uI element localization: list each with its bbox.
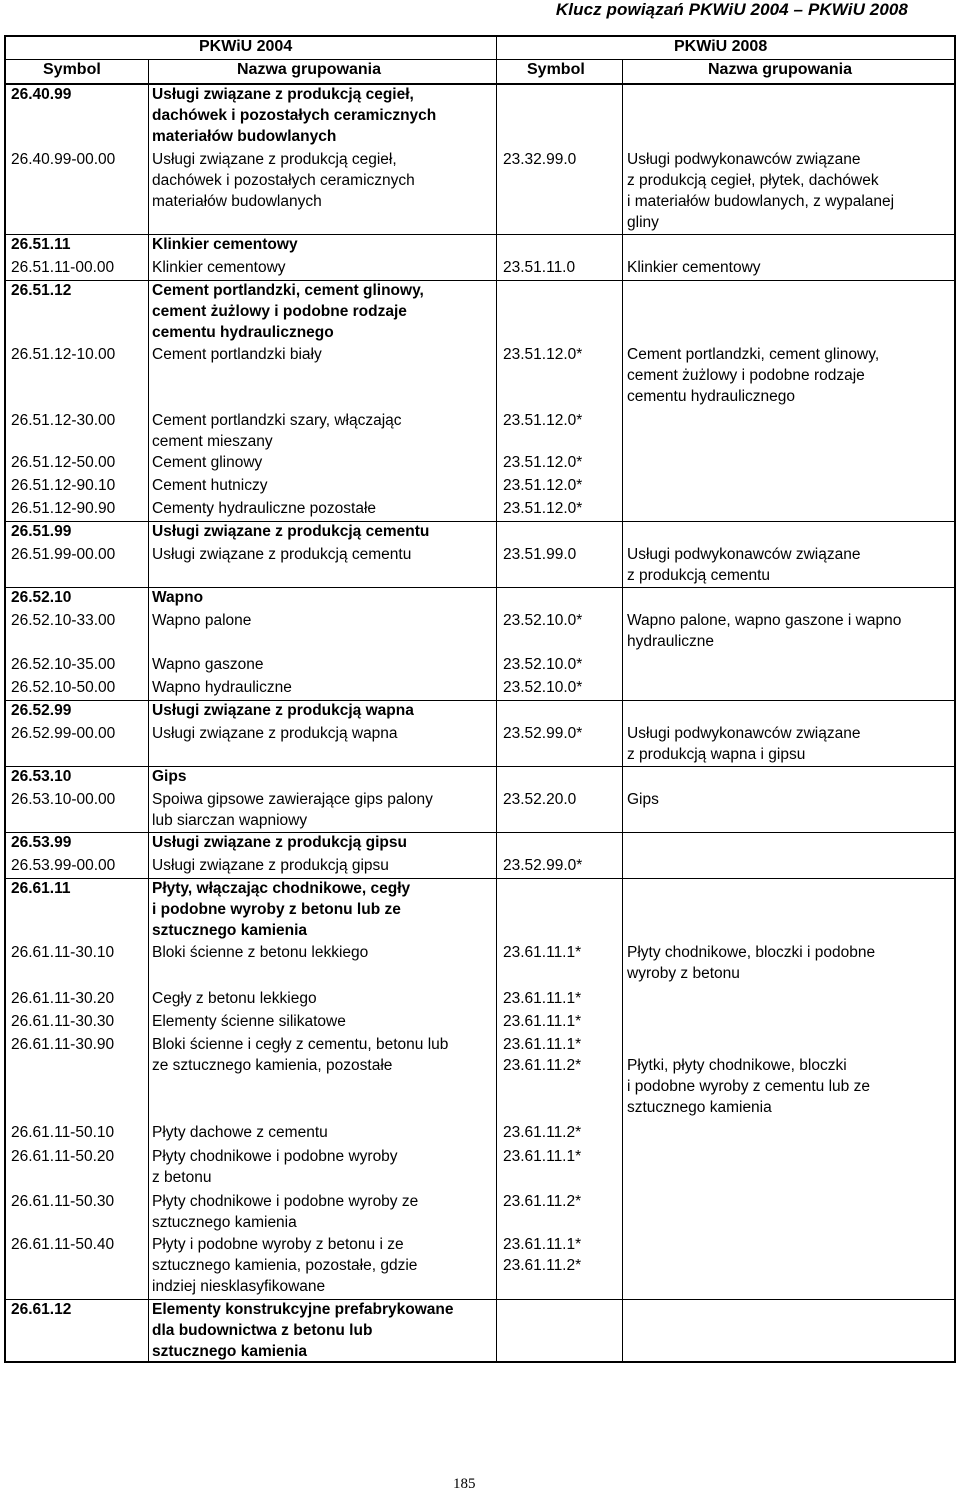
symbol-2004-cell: 26.40.99 — [11, 86, 72, 103]
symbol-2004-cell: 26.52.99-00.00 — [11, 725, 116, 742]
name-2008-cell-line: z produkcją cegieł, płytek, dachówek — [627, 172, 879, 189]
symbol-2008-cell-line: 23.32.99.0 — [503, 151, 577, 168]
name-2004-cell-line: sztucznego kamienia — [152, 1343, 308, 1360]
name-2004-cell-line: indziej niesklasyfikowane — [152, 1278, 326, 1295]
name-2004-cell — [152, 1299, 498, 1362]
name-2008-cell — [627, 789, 949, 810]
name-2004-cell — [152, 544, 498, 565]
name-2004-cell-line: Wapno hydrauliczne — [152, 679, 292, 696]
name-2008-cell-line: Klinkier cementowy — [627, 259, 761, 276]
name-2004-cell-line: Bloki ścienne z betonu lekkiego — [152, 944, 369, 961]
name-2004-cell — [152, 677, 498, 698]
name-2004-cell — [152, 410, 498, 452]
section-divider — [6, 234, 954, 235]
name-2008-cell — [627, 723, 949, 765]
name-2004-cell-line: cement żużlowy i podobne rodzaje — [152, 303, 407, 320]
name-2004-cell — [152, 1011, 498, 1032]
name-2004-cell — [152, 1146, 498, 1188]
symbol-2004-cell: 26.51.99-00.00 — [11, 546, 116, 563]
symbol-2008-cell — [503, 942, 623, 963]
section-divider — [6, 878, 954, 879]
symbol-2004-cell: 26.40.99-00.00 — [11, 151, 116, 168]
symbol-2008-cell — [503, 344, 623, 365]
symbol-2008-cell — [503, 410, 623, 431]
symbol-2008-cell-line: 23.51.11.0 — [503, 259, 576, 276]
name-2008-cell-line: Wapno palone, wapno gaszone i wapno — [627, 612, 902, 629]
name-2004-cell-line: Cegły z betonu lekkiego — [152, 990, 317, 1007]
name-2004-cell-line: Usługi związane z produkcją wapna — [152, 702, 414, 719]
name-2004-cell-line: Wapno — [152, 589, 204, 606]
symbol-2004-cell: 26.53.99 — [11, 834, 72, 851]
symbol-2008-cell — [503, 475, 623, 496]
name-2008-cell-line: cementu hydraulicznego — [627, 388, 796, 405]
name-2008-cell-line: i podobne wyroby z cementu lub ze — [627, 1078, 870, 1095]
symbol-2004-cell: 26.53.10-00.00 — [11, 791, 116, 808]
name-2004-cell-line: dla budownictwa z betonu lub — [152, 1322, 373, 1339]
name-2004-cell-line: Bloki ścienne i cegły z cementu, betonu lub — [152, 1036, 449, 1053]
name-2008-cell-line: Płyty chodnikowe, bloczki i podobne — [627, 944, 876, 961]
name-2008-cell — [627, 544, 949, 586]
column-header-name-2004: Nazwa grupowania — [237, 61, 382, 78]
name-2004-cell-line: Cement portlandzki szary, włączając — [152, 412, 402, 429]
name-2004-cell-line: sztucznego kamienia — [152, 1214, 297, 1231]
symbol-2004-cell: 26.61.12 — [11, 1301, 72, 1318]
symbol-2008-cell-line: 23.61.11.2* — [503, 1057, 582, 1074]
symbol-2008-cell-line: 23.61.11.1* — [503, 1013, 582, 1030]
name-2004-cell — [152, 257, 498, 278]
symbol-2008-cell-line: 23.61.11.2* — [503, 1257, 582, 1274]
column-header-name-2008: Nazwa grupowania — [708, 61, 853, 78]
name-2004-cell-line: Elementy konstrukcyjne prefabrykowane — [152, 1301, 454, 1318]
symbol-2004-cell: 26.61.11-30.20 — [11, 990, 115, 1007]
name-2004-cell — [152, 587, 498, 608]
classification-table — [4, 35, 956, 1363]
symbol-2004-cell: 26.61.11-50.30 — [11, 1193, 115, 1210]
section-divider — [6, 1299, 954, 1300]
symbol-2004-cell: 26.51.12-30.00 — [11, 412, 116, 429]
name-2008-cell — [627, 942, 949, 984]
column-header-symbol-2008: Symbol — [527, 61, 585, 78]
name-2008-cell — [627, 610, 949, 652]
name-2004-cell — [152, 1034, 498, 1076]
page-number: 185 — [453, 1476, 476, 1492]
symbol-2008-cell-line: 23.51.99.0 — [503, 546, 577, 563]
symbol-2008-cell — [503, 610, 623, 631]
name-2004-cell-line: Usługi związane z produkcją gipsu — [152, 834, 407, 851]
name-2004-cell — [152, 654, 498, 675]
section-divider — [6, 84, 954, 85]
symbol-2008-cell-line: 23.51.12.0* — [503, 500, 583, 517]
symbol-2004-cell: 26.51.12-10.00 — [11, 346, 116, 363]
name-2004-cell-line: Usługi związane z produkcją wapna — [152, 725, 398, 742]
name-2004-cell-line: lub siarczan wapniowy — [152, 812, 308, 829]
symbol-2004-cell: 26.52.10-35.00 — [11, 656, 116, 673]
symbol-2008-cell — [503, 1122, 623, 1143]
name-2008-cell-line: gliny — [627, 214, 659, 231]
name-2004-cell-line: Usługi związane z produkcją gipsu — [152, 857, 389, 874]
name-2004-cell — [152, 452, 498, 473]
symbol-2008-cell-line: 23.52.10.0* — [503, 679, 583, 696]
symbol-2008-cell-line: 23.61.11.1* — [503, 944, 582, 961]
name-2004-cell — [152, 988, 498, 1009]
name-2004-cell — [152, 789, 498, 831]
symbol-2008-cell-line: 23.61.11.1* — [503, 1148, 582, 1165]
symbol-2008-cell-line: 23.61.11.1* — [503, 990, 582, 1007]
name-2008-cell — [627, 1034, 949, 1118]
name-2004-cell-line: Płyty chodnikowe i podobne wyroby ze — [152, 1193, 419, 1210]
symbol-2004-cell: 26.61.11-50.10 — [11, 1124, 115, 1141]
symbol-2008-cell — [503, 452, 623, 473]
symbol-2008-cell — [503, 149, 623, 170]
symbol-2008-cell — [503, 1234, 623, 1276]
name-2004-cell-line: dachówek i pozostałych ceramicznych — [152, 172, 415, 189]
name-2004-cell — [152, 1191, 498, 1233]
symbol-2004-cell: 26.51.11 — [11, 236, 71, 253]
name-2008-cell-line: cement żużlowy i podobne rodzaje — [627, 367, 865, 384]
symbol-2004-cell: 26.61.11-30.90 — [11, 1036, 115, 1053]
name-2008-cell-line: Usługi podwykonawców związane — [627, 151, 861, 168]
symbol-2008-cell-line: 23.61.11.2* — [503, 1193, 582, 1210]
name-2004-cell-line: i podobne wyroby z betonu lub ze — [152, 901, 401, 918]
section-divider — [6, 700, 954, 701]
name-2008-cell-line: Płytki, płyty chodnikowe, bloczki — [627, 1057, 847, 1074]
name-2004-cell — [152, 878, 498, 941]
symbol-2008-cell-line: 23.61.11.1* — [503, 1036, 582, 1053]
name-2008-cell-line: Gips — [627, 791, 659, 808]
name-2004-cell-line: Cement portlandzki, cement glinowy, — [152, 282, 424, 299]
symbol-2008-cell-line: 23.61.11.2* — [503, 1124, 582, 1141]
name-2004-cell-line: Gips — [152, 768, 187, 785]
symbol-2004-cell: 26.61.11-30.30 — [11, 1013, 115, 1030]
name-2008-cell-line: sztucznego kamienia — [627, 1099, 772, 1116]
symbol-2008-cell-line: 23.52.20.0 — [503, 791, 577, 808]
name-2004-cell — [152, 610, 498, 631]
symbol-2004-cell: 26.51.99 — [11, 523, 72, 540]
name-2004-cell — [152, 84, 498, 147]
symbol-2004-cell: 26.51.12-90.10 — [11, 477, 116, 494]
symbol-2004-cell: 26.52.10-50.00 — [11, 679, 116, 696]
name-2004-cell-line: Spoiwa gipsowe zawierające gips palony — [152, 791, 433, 808]
section-divider — [6, 832, 954, 833]
name-2004-cell-line: z betonu — [152, 1169, 212, 1186]
name-2004-cell-line: sztucznego kamienia, pozostałe, gdzie — [152, 1257, 418, 1274]
name-2008-cell-line: hydrauliczne — [627, 633, 715, 650]
name-2008-cell-line: Usługi podwykonawców związane — [627, 725, 861, 742]
symbol-2008-cell — [503, 544, 623, 565]
symbol-2008-cell — [503, 1146, 623, 1167]
symbol-2004-cell: 26.52.10-33.00 — [11, 612, 116, 629]
name-2008-cell-line — [627, 1034, 949, 1055]
name-2004-cell-line: Usługi związane z produkcją cegieł, — [152, 151, 397, 168]
name-2004-cell — [152, 942, 498, 963]
name-2004-cell-line: Płyty dachowe z cementu — [152, 1124, 328, 1141]
page-header-title: Klucz powiązań PKWiU 2004 – PKWiU 2008 — [555, 0, 908, 19]
name-2008-cell-line: Cement portlandzki, cement glinowy, — [627, 346, 880, 363]
name-2004-cell-line: Elementy ścienne silikatowe — [152, 1013, 346, 1030]
name-2004-cell-line: Płyty i podobne wyroby z betonu i ze — [152, 1236, 404, 1253]
name-2004-cell-line: materiałów budowlanych — [152, 193, 322, 210]
name-2004-cell-line: Cement portlandzki biały — [152, 346, 322, 363]
section-divider — [6, 587, 954, 588]
name-2004-cell — [152, 1234, 498, 1297]
name-2008-cell — [627, 149, 949, 233]
name-2004-cell — [152, 700, 498, 721]
name-2004-cell-line: Wapno palone — [152, 612, 252, 629]
symbol-2004-cell: 26.52.99 — [11, 702, 72, 719]
name-2004-cell — [152, 521, 498, 542]
name-2004-cell — [152, 475, 498, 496]
name-2008-cell-line: Usługi podwykonawców związane — [627, 546, 861, 563]
symbol-2008-cell-line: 23.52.10.0* — [503, 612, 583, 629]
symbol-2008-cell-line: 23.61.11.1* — [503, 1236, 582, 1253]
symbol-2008-cell-line: 23.51.12.0* — [503, 477, 583, 494]
symbol-2004-cell: 26.51.12 — [11, 282, 72, 299]
symbol-2008-cell-line: 23.52.99.0* — [503, 857, 583, 874]
symbol-2008-cell-line: 23.51.12.0* — [503, 346, 583, 363]
symbol-2004-cell: 26.61.11-30.10 — [11, 944, 115, 961]
symbol-2008-cell-line: 23.51.12.0* — [503, 454, 583, 471]
symbol-2008-cell — [503, 723, 623, 744]
name-2008-cell-line: wyroby z betonu — [627, 965, 740, 982]
name-2004-cell-line: dachówek i pozostałych ceramicznych — [152, 107, 437, 124]
name-2004-cell-line: materiałów budowlanych — [152, 128, 337, 145]
name-2004-cell — [152, 766, 498, 787]
name-2008-cell-line: i materiałów budowlanych, z wypalanej — [627, 193, 895, 210]
name-2004-cell-line: Cementy hydrauliczne pozostałe — [152, 500, 377, 517]
name-2004-cell-line: Usługi związane z produkcją cementu — [152, 546, 412, 563]
name-2004-cell — [152, 280, 498, 343]
symbol-2004-cell: 26.51.11-00.00 — [11, 259, 115, 276]
name-2004-cell-line: Cement glinowy — [152, 454, 263, 471]
symbol-2008-cell-line: 23.52.10.0* — [503, 656, 583, 673]
section-divider — [6, 521, 954, 522]
symbol-2008-cell — [503, 1191, 623, 1212]
name-2004-cell — [152, 723, 498, 744]
group-header-pkwiu-2004: PKWiU 2004 — [199, 38, 293, 55]
section-divider — [6, 766, 954, 767]
symbol-2008-cell — [503, 498, 623, 519]
section-divider — [6, 280, 954, 281]
name-2004-cell — [152, 149, 498, 212]
symbol-2004-cell: 26.51.12-90.90 — [11, 500, 116, 517]
symbol-2008-cell-line: 23.52.99.0* — [503, 725, 583, 742]
symbol-2004-cell: 26.52.10 — [11, 589, 72, 606]
symbol-2004-cell: 26.53.10 — [11, 768, 72, 785]
name-2004-cell — [152, 498, 498, 519]
name-2004-cell — [152, 1122, 498, 1143]
name-2008-cell — [627, 344, 949, 407]
name-2008-cell-line: z produkcją wapna i gipsu — [627, 746, 806, 763]
name-2008-cell-line: z produkcją cementu — [627, 567, 771, 584]
symbol-2008-cell — [503, 789, 623, 810]
name-2004-cell — [152, 855, 498, 876]
symbol-2008-cell — [503, 1034, 623, 1076]
symbol-2004-cell: 26.61.11-50.20 — [11, 1148, 115, 1165]
name-2004-cell — [152, 344, 498, 365]
name-2004-cell-line: sztucznego kamienia — [152, 922, 308, 939]
column-header-symbol-2004: Symbol — [43, 61, 101, 78]
name-2004-cell-line: Usługi związane z produkcją cementu — [152, 523, 430, 540]
symbol-2004-cell: 26.53.99-00.00 — [11, 857, 116, 874]
group-header-pkwiu-2008: PKWiU 2008 — [674, 38, 768, 55]
name-2004-cell — [152, 832, 498, 853]
symbol-2008-cell — [503, 1011, 623, 1032]
name-2004-cell-line: Płyty, włączając chodnikowe, cegły — [152, 880, 411, 897]
name-2004-cell-line: Cement hutniczy — [152, 477, 268, 494]
name-2004-cell-line: cementu hydraulicznego — [152, 324, 334, 341]
name-2008-cell — [627, 257, 949, 278]
name-2004-cell-line: ze sztucznego kamienia, pozostałe — [152, 1057, 393, 1074]
symbol-2008-cell — [503, 988, 623, 1009]
name-2004-cell-line: Usługi związane z produkcją cegieł, — [152, 86, 414, 103]
name-2004-cell-line: Klinkier cementowy — [152, 259, 286, 276]
name-2004-cell-line: Płyty chodnikowe i podobne wyroby — [152, 1148, 398, 1165]
symbol-2004-cell: 26.51.12-50.00 — [11, 454, 116, 471]
symbol-2008-cell — [503, 257, 623, 278]
name-2004-cell-line: Klinkier cementowy — [152, 236, 298, 253]
symbol-2004-cell: 26.61.11 — [11, 880, 71, 897]
name-2004-cell-line: Wapno gaszone — [152, 656, 264, 673]
symbol-2008-cell — [503, 855, 623, 876]
name-2004-cell-line: cement mieszany — [152, 433, 273, 450]
name-2004-cell — [152, 234, 498, 255]
symbol-2008-cell — [503, 654, 623, 675]
symbol-2004-cell: 26.61.11-50.40 — [11, 1236, 115, 1253]
symbol-2008-cell-line: 23.51.12.0* — [503, 412, 583, 429]
symbol-2008-cell — [503, 677, 623, 698]
